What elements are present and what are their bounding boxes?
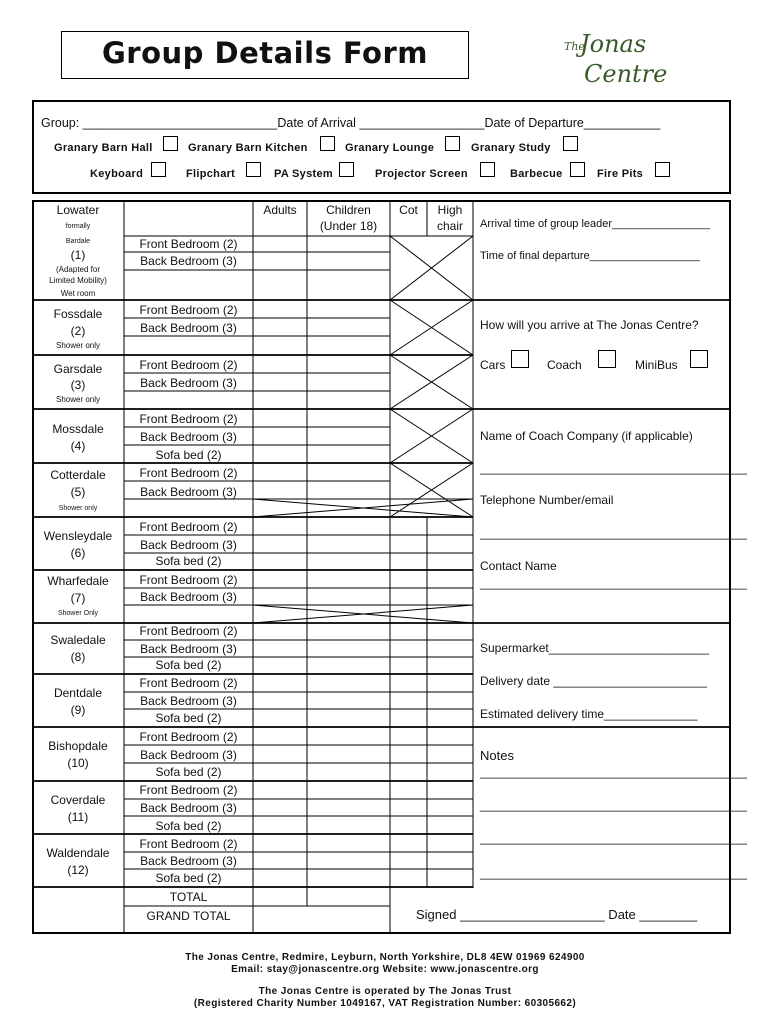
estimated-delivery-field[interactable]: Estimated delivery time______________	[480, 707, 698, 721]
room-back: Back Bedroom (3)	[140, 538, 237, 552]
room-back: Back Bedroom (3)	[140, 801, 237, 815]
cottage-note: Shower Only	[57, 610, 99, 617]
footer-registration: (Registered Charity Number 1049167, VAT Registration Number: 60305662)	[193, 998, 577, 1009]
equipment-label-barbecue: Barbecue	[510, 168, 563, 180]
room-front: Front Bedroom (2)	[139, 358, 238, 372]
logo-the: The	[564, 40, 585, 53]
notes-label: Notes	[480, 748, 514, 763]
contact-name-field[interactable]: ________________________________________	[480, 576, 747, 590]
header-children-sub: (Under 18)	[319, 219, 378, 233]
cottage-name: Dentdale	[53, 686, 103, 700]
checkbox-coach[interactable]	[598, 350, 616, 368]
room-sofa: Sofa bed (2)	[155, 448, 222, 462]
page-title: Group Details Form	[101, 36, 429, 70]
delivery-date-field[interactable]: Delivery date _______________________	[480, 674, 707, 688]
coach-company-label: Name of Coach Company (if applicable)	[480, 429, 693, 443]
room-front: Front Bedroom (2)	[139, 237, 238, 251]
footer-address: The Jonas Centre, Redmire, Leyburn, North Yorkshire, DL8 4EW 01969 624900	[185, 952, 585, 963]
cottage-note: Limited Mobility)	[49, 276, 107, 285]
logo-jonas: Jonas	[580, 30, 647, 58]
room-front: Front Bedroom (2)	[139, 730, 238, 744]
header-highchair-sub: chair	[436, 219, 463, 233]
room-front: Front Bedroom (2)	[139, 466, 238, 480]
room-front: Front Bedroom (2)	[139, 676, 238, 690]
arrival-time-field[interactable]: Arrival time of group leader________________	[480, 218, 710, 230]
cottage-name: Mossdale	[52, 422, 104, 436]
header-adults: Adults	[263, 203, 297, 217]
cottage-number: (3)	[70, 378, 86, 392]
header-children: Children	[326, 203, 371, 217]
equipment-label-fire-pits: Fire Pits	[597, 168, 644, 180]
notes-line[interactable]: ________________________________________	[480, 831, 747, 845]
room-sofa: Sofa bed (2)	[155, 765, 222, 779]
room-sofa: Sofa bed (2)	[155, 554, 222, 568]
cottage-number: (1)	[70, 248, 86, 262]
arrival-question: How will you arrive at The Jonas Centre?	[480, 318, 699, 332]
cottage-number: (8)	[70, 650, 86, 664]
cottage-name: Coverdale	[50, 793, 106, 807]
cottage-note: Bardale	[65, 238, 91, 245]
cottage-number: (4)	[70, 439, 86, 453]
room-back: Back Bedroom (3)	[140, 485, 237, 499]
room-label-granary-lounge: Granary Lounge	[345, 142, 435, 154]
coach-company-field[interactable]: ________________________________________	[480, 461, 747, 475]
grand-total-label: GRAND TOTAL	[146, 909, 231, 923]
cottage-name: Garsdale	[53, 362, 103, 376]
group-date-line[interactable]: Group: ____________________________Date of Arrival __________________Date of Departure___________	[41, 116, 661, 130]
room-sofa: Sofa bed (2)	[155, 871, 222, 885]
telephone-label: Telephone Number/email	[480, 493, 614, 507]
cottage-name: Cotterdale	[50, 468, 106, 482]
room-front: Front Bedroom (2)	[139, 303, 238, 317]
room-front: Front Bedroom (2)	[139, 573, 238, 587]
cottage-number: (5)	[70, 485, 86, 499]
room-back: Back Bedroom (3)	[140, 254, 237, 268]
room-back: Back Bedroom (3)	[140, 590, 237, 604]
room-label-granary-barn-kitchen: Granary Barn Kitchen	[188, 142, 308, 154]
cottage-note: formally	[65, 223, 91, 230]
cottage-number: (11)	[67, 810, 89, 824]
notes-line[interactable]: ________________________________________	[480, 866, 747, 880]
transport-label-minibus: MiniBus	[635, 358, 678, 372]
cottage-number: (9)	[70, 703, 86, 717]
cottage-note: Wet room	[60, 289, 96, 298]
cottage-name: Bishopdale	[48, 739, 108, 753]
room-back: Back Bedroom (3)	[140, 376, 237, 390]
footer-operator: The Jonas Centre is operated by The Jonas Trust	[258, 986, 512, 997]
room-back: Back Bedroom (3)	[140, 748, 237, 762]
room-front: Front Bedroom (2)	[139, 520, 238, 534]
logo-centre: Centre	[584, 60, 668, 88]
equipment-label-projector-screen: Projector Screen	[375, 168, 468, 180]
header-cot: Cot	[399, 203, 418, 217]
room-back: Back Bedroom (3)	[140, 694, 237, 708]
final-departure-field[interactable]: Time of final departure__________________	[480, 250, 700, 262]
cottage-number: (10)	[67, 756, 89, 770]
checkbox-minibus[interactable]	[690, 350, 708, 368]
supermarket-field[interactable]: Supermarket________________________	[480, 641, 709, 655]
notes-line[interactable]: ________________________________________	[480, 765, 747, 779]
cottage-name: Waldendale	[46, 846, 110, 860]
equipment-label-flipchart: Flipchart	[186, 168, 236, 180]
cottage-name: Fossdale	[53, 307, 103, 321]
cottage-name: Wensleydale	[43, 529, 113, 543]
cottage-note: Shower only	[55, 341, 101, 350]
cottage-note: Shower only	[58, 505, 98, 512]
cottage-name: Wharfedale	[47, 574, 109, 588]
transport-label-cars: Cars	[480, 358, 506, 372]
room-back: Back Bedroom (3)	[140, 854, 237, 868]
room-sofa: Sofa bed (2)	[155, 819, 222, 833]
footer-contact: Email: stay@jonascentre.org Website: www.jonascentre.org	[231, 964, 539, 975]
room-label-granary-barn-hall: Granary Barn Hall	[54, 142, 153, 154]
room-label-granary-study: Granary Study	[471, 142, 551, 154]
cottage-name: Lowater	[56, 203, 100, 217]
equipment-label-pa-system: PA System	[274, 168, 333, 180]
transport-label-coach: Coach	[547, 358, 582, 372]
room-front: Front Bedroom (2)	[139, 783, 238, 797]
signature-date-field[interactable]: Signed ____________________ Date ________	[416, 907, 698, 922]
cottage-number: (6)	[70, 546, 86, 560]
cottage-name: Swaledale	[50, 633, 106, 647]
total-label: TOTAL	[169, 890, 208, 904]
cottage-number: (2)	[70, 324, 86, 338]
equipment-label-keyboard: Keyboard	[90, 168, 144, 180]
room-sofa: Sofa bed (2)	[155, 711, 222, 725]
room-back: Back Bedroom (3)	[140, 430, 237, 444]
cottage-number: (12)	[67, 863, 89, 877]
room-sofa: Sofa bed (2)	[155, 658, 222, 672]
room-back: Back Bedroom (3)	[140, 642, 237, 656]
header-highchair: High	[437, 203, 463, 217]
notes-line[interactable]: ________________________________________	[480, 798, 747, 812]
room-front: Front Bedroom (2)	[139, 837, 238, 851]
room-back: Back Bedroom (3)	[140, 321, 237, 335]
cottage-note: (Adapted for	[55, 265, 101, 274]
room-front: Front Bedroom (2)	[139, 624, 238, 638]
checkbox-cars[interactable]	[511, 350, 529, 368]
contact-name-label: Contact Name	[480, 559, 557, 573]
cottage-number: (7)	[70, 591, 86, 605]
telephone-field[interactable]: ________________________________________	[480, 526, 747, 540]
cottage-note: Shower only	[55, 395, 101, 404]
room-front: Front Bedroom (2)	[139, 412, 238, 426]
